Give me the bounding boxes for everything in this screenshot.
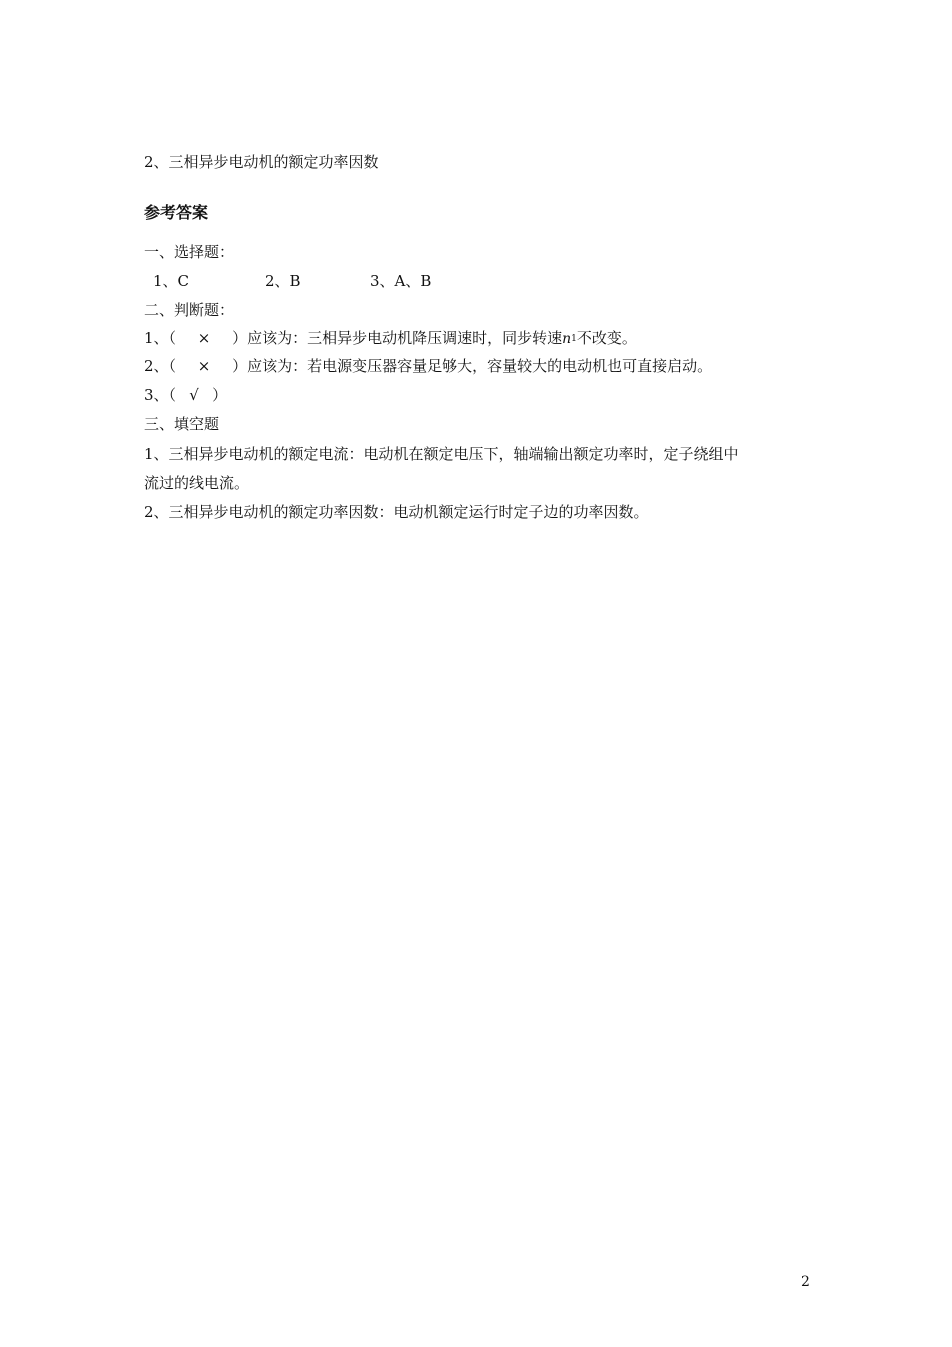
close-paren: ） [212,386,228,404]
choice-answers-row [153,271,431,291]
speed-subscript: 1 [571,334,577,344]
question-item-2: 2、三相异步电动机的额定功率因数 [144,153,379,171]
check-mark: √ [189,386,199,404]
judgement-number: 1、 [144,329,169,347]
section2-title: 二、判断题： [144,301,235,319]
fill-answer-1-line1: 1、三相异步电动机的额定电流：电动机在额定电压下，轴端输出额定功率时，定子绕组中 [144,445,739,463]
fill-answer-1-line2: 流过的线电流。 [144,474,250,492]
judgement-item-2 [144,356,712,376]
cross-mark: × [197,329,211,347]
fill-answer-2: 2、三相异步电动机的额定功率因数：电动机额定运行时定子边的功率因数。 [144,503,649,521]
judgement-item-1 [144,328,637,349]
judgement-correction-end: 不改变。 [576,329,637,347]
choice-answer-2: 2、B [265,272,301,290]
close-paren: ） [232,329,248,347]
cross-mark: × [197,357,211,375]
judgement-number: 2、 [144,357,169,375]
open-paren: （ [168,357,177,375]
judgement-correction-text: 应该为：三相异步电动机降压调速时，同步转速 [247,329,563,347]
open-paren: （ [168,329,177,347]
speed-symbol: n [562,331,572,347]
judgement-number: 3、 [144,386,169,404]
judgement-item-3 [144,385,227,405]
judgement-correction-text: 应该为：若电源变压器容量足够大，容量较大的电动机也可直接启动。 [247,357,713,375]
answers-heading: 参考答案 [144,203,209,222]
open-paren: （ [168,386,177,404]
page-number: 2 [801,1274,810,1290]
choice-answer-1: 1、C [153,272,190,290]
section3-title: 三、填空题 [144,415,220,433]
choice-answer-3: 3、A、B [370,272,432,290]
close-paren: ） [232,357,248,375]
section1-title: 一、选择题： [144,243,235,261]
